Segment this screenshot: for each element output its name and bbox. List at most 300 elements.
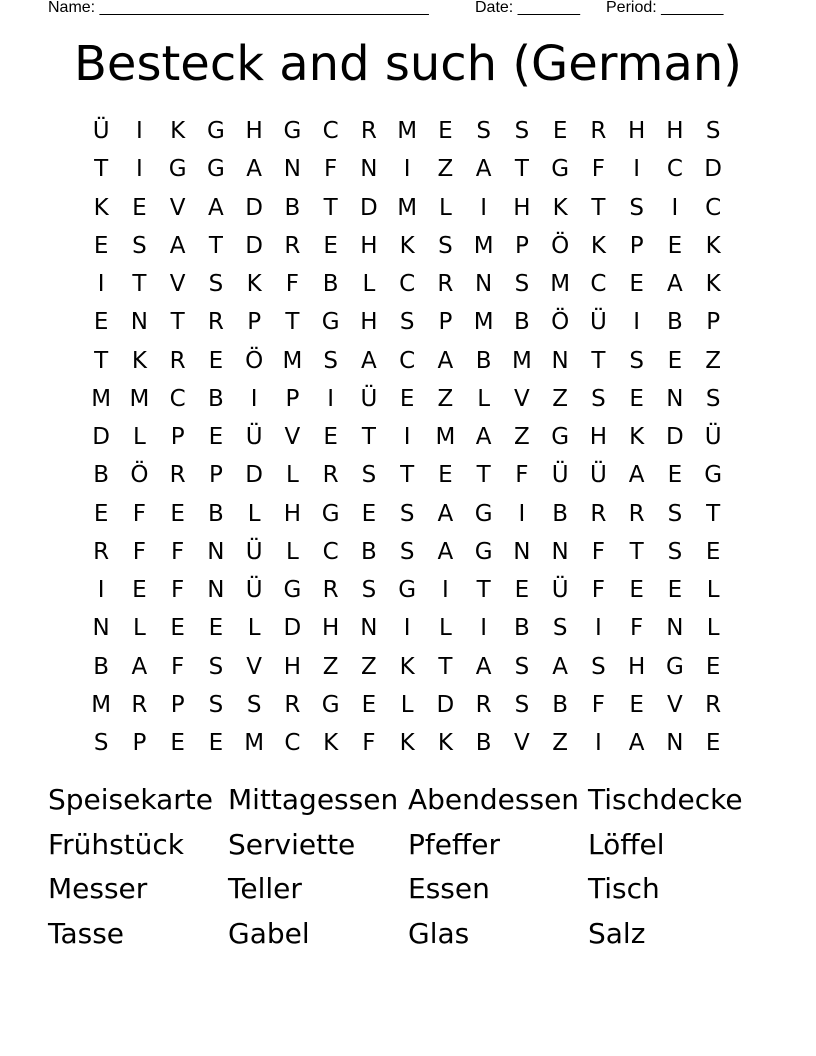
grid-letter: C (590, 271, 607, 298)
grid-letter: L (477, 385, 491, 412)
grid-letter: K (705, 232, 721, 259)
grid-letter: T (438, 653, 453, 680)
grid-letter: H (283, 653, 302, 680)
grid-letter: Ö (245, 347, 264, 374)
grid-letter: S (629, 194, 644, 221)
grid-letter: M (129, 385, 150, 412)
grid-letter: L (285, 462, 299, 489)
grid-letter: S (399, 538, 415, 565)
grid-letter: M (397, 118, 418, 145)
grid-letter: I (250, 385, 258, 412)
grid-letter: T (591, 194, 606, 221)
grid-letter: R (705, 691, 722, 718)
grid-letter: I (135, 118, 143, 145)
grid-letter: P (706, 309, 721, 336)
grid-letter: I (633, 156, 641, 183)
grid-letter: I (480, 194, 488, 221)
grid-letter: Ö (551, 309, 570, 336)
grid-letter: M (91, 385, 112, 412)
grid-letter: I (480, 615, 488, 642)
grid-letter: S (361, 577, 377, 604)
grid-letter: E (438, 462, 453, 489)
grid-letter: B (552, 691, 569, 718)
grid-letter: I (441, 577, 449, 604)
grid-letter: E (208, 615, 224, 642)
grid-letter: S (705, 118, 721, 145)
grid-letter: B (475, 730, 492, 757)
grid-letter: L (438, 615, 452, 642)
grid-letter: H (321, 615, 340, 642)
grid-letter: A (628, 462, 645, 489)
grid-letter: L (285, 538, 299, 565)
grid-letter: I (97, 577, 105, 604)
grid-letter: Ü (360, 385, 378, 412)
grid-letter: N (513, 538, 531, 565)
grid-letter: R (628, 500, 645, 527)
grid-letter: T (285, 309, 300, 336)
grid-letter: V (514, 730, 530, 757)
grid-letter: S (132, 232, 147, 259)
word-list-item: Serviette (228, 827, 356, 861)
grid-letter: A (667, 271, 683, 298)
grid-letter: E (667, 462, 683, 489)
grid-letter: E (208, 730, 224, 757)
grid-letter: N (130, 309, 148, 336)
grid-letter: E (93, 232, 109, 259)
grid-letter: K (323, 730, 339, 757)
grid-letter: R (284, 691, 301, 718)
grid-letter: G (398, 577, 417, 604)
grid-letter: Ü (589, 462, 607, 489)
word-list-item: Frühstück (48, 827, 184, 861)
grid-letter: S (208, 653, 224, 680)
grid-letter: B (513, 309, 530, 336)
grid-letter: P (208, 462, 223, 489)
grid-letter: M (91, 691, 112, 718)
grid-letter: T (629, 538, 644, 565)
grid-letter: B (93, 653, 110, 680)
grid-letter: H (360, 232, 378, 259)
grid-letter: K (437, 730, 453, 757)
grid-letter: T (361, 424, 376, 451)
grid-letter: I (594, 615, 602, 642)
grid-letter: L (247, 615, 261, 642)
grid-letter: E (667, 347, 683, 374)
grid-letter: S (591, 385, 606, 412)
grid-letter: H (360, 309, 378, 336)
grid-letter: E (705, 730, 721, 757)
grid-letter: G (474, 538, 493, 565)
grid-letter: F (591, 577, 605, 604)
grid-letter: G (474, 500, 493, 527)
grid-letter: H (283, 500, 302, 527)
grid-letter: K (399, 653, 415, 680)
word-list-item: Mittagessen (228, 783, 399, 816)
grid-letter: R (590, 500, 607, 527)
grid-letter: M (473, 232, 494, 259)
grid-letter: S (629, 347, 644, 374)
grid-letter: Ö (130, 462, 149, 489)
grid-letter: F (591, 538, 605, 565)
grid-letter: N (666, 615, 684, 642)
grid-letter: N (360, 615, 378, 642)
grid-letter: S (552, 615, 568, 642)
grid-letter: G (321, 500, 340, 527)
grid-letter: T (323, 194, 338, 221)
grid-letter: T (400, 462, 415, 489)
grid-letter: T (208, 232, 223, 259)
grid-letter: N (283, 156, 301, 183)
grid-letter: E (132, 577, 147, 604)
grid-letter: H (513, 194, 531, 221)
grid-letter: C (169, 385, 186, 412)
grid-letter: L (362, 271, 376, 298)
grid-letter: T (132, 271, 147, 298)
grid-letter: Ü (589, 309, 607, 336)
grid-letter: R (590, 118, 607, 145)
grid-letter: R (93, 538, 110, 565)
grid-letter: A (361, 347, 377, 374)
grid-letter: G (665, 653, 684, 680)
grid-letter: E (667, 232, 683, 259)
grid-letter: S (93, 730, 109, 757)
grid-letter: R (475, 691, 492, 718)
grid-letter: F (132, 500, 146, 527)
grid-letter: H (245, 118, 263, 145)
grid-letter: S (514, 118, 530, 145)
grid-letter: P (247, 309, 262, 336)
word-list (48, 780, 768, 958)
grid-letter: M (550, 271, 571, 298)
grid-letter: Z (705, 347, 721, 374)
grid-letter: Z (360, 653, 377, 680)
grid-letter: T (476, 577, 491, 604)
grid-letter: B (513, 615, 530, 642)
grid-letter: D (666, 424, 684, 451)
grid-letter: M (282, 347, 303, 374)
grid-letter: S (476, 118, 491, 145)
grid-letter: V (169, 271, 186, 298)
grid-letter: B (475, 347, 492, 374)
grid-letter: K (705, 271, 721, 298)
grid-letter: A (437, 538, 454, 565)
grid-letter: D (92, 424, 110, 451)
grid-letter: K (170, 118, 186, 145)
grid-letter: L (706, 577, 720, 604)
grid-letter: K (590, 232, 606, 259)
grid-letter: N (666, 385, 684, 412)
grid-letter: V (667, 691, 683, 718)
grid-letter: R (322, 462, 339, 489)
grid-letter: G (704, 462, 723, 489)
grid-letter: R (207, 309, 224, 336)
grid-letter: R (284, 232, 301, 259)
grid-letter: C (322, 538, 339, 565)
grid-letter: N (666, 730, 684, 757)
grid-letter: L (706, 615, 720, 642)
grid-letter: E (361, 691, 377, 718)
grid-letter: C (322, 118, 339, 145)
grid-letter: E (629, 577, 644, 604)
grid-letter: E (629, 385, 644, 412)
grid-letter: R (131, 691, 148, 718)
word-list-item: Glas (408, 916, 470, 950)
grid-letter: Ü (551, 462, 569, 489)
grid-letter: M (473, 309, 494, 336)
grid-letter: S (208, 691, 224, 718)
grid-letter: N (207, 538, 225, 565)
grid-letter: Ü (245, 424, 263, 451)
grid-letter: I (403, 615, 411, 642)
grid-letter: E (361, 500, 377, 527)
grid-letter: N (360, 156, 378, 183)
word-list-item: Salz (588, 916, 646, 950)
grid-letter: F (515, 462, 529, 489)
grid-letter: K (131, 347, 147, 374)
grid-letter: G (206, 156, 225, 183)
grid-letter: M (511, 347, 532, 374)
grid-letter: E (629, 691, 644, 718)
word-list-item: Löffel (588, 827, 665, 861)
grid-letter: G (168, 156, 187, 183)
grid-letter: D (245, 194, 263, 221)
grid-letter: N (475, 271, 493, 298)
word-list-item: Messer (48, 872, 148, 905)
grid-letter: I (671, 194, 679, 221)
grid-letter: T (514, 156, 529, 183)
grid-letter: B (207, 500, 224, 527)
date-field: Date: _______ (475, 0, 580, 16)
grid-letter: V (246, 653, 262, 680)
grid-letter: N (551, 347, 569, 374)
grid-letter: R (169, 347, 186, 374)
period-field: Period: _______ (606, 0, 724, 16)
grid-letter: S (399, 500, 415, 527)
grid-letter: G (283, 118, 302, 145)
grid-letter: E (208, 347, 224, 374)
grid-letter: A (208, 194, 224, 221)
grid-letter: L (247, 500, 261, 527)
grid-letter: T (476, 462, 491, 489)
grid-letter: B (284, 194, 301, 221)
grid-letter: I (518, 500, 526, 527)
grid-letter: D (360, 194, 378, 221)
header-fields (48, 0, 748, 20)
grid-letter: A (552, 653, 568, 680)
grid-letter: S (514, 271, 530, 298)
grid-letter: Z (552, 730, 568, 757)
grid-letter: E (93, 500, 109, 527)
grid-letter: G (321, 309, 340, 336)
grid-letter: D (436, 691, 455, 718)
grid-letter: E (629, 271, 644, 298)
grid-letter: F (171, 577, 185, 604)
word-list-item: Teller (228, 872, 302, 905)
grid-letter: A (437, 500, 454, 527)
grid-letter: S (438, 232, 453, 259)
grid-letter: S (667, 538, 683, 565)
grid-letter: F (362, 730, 376, 757)
grid-letter: Z (513, 424, 530, 451)
grid-letter: B (552, 500, 569, 527)
grid-letter: N (92, 615, 110, 642)
grid-letter: C (705, 194, 722, 221)
grid-letter: F (630, 615, 644, 642)
grid-letter: T (94, 156, 109, 183)
grid-letter: E (170, 730, 185, 757)
grid-letter: S (591, 653, 606, 680)
grid-letter: E (323, 424, 338, 451)
grid-letter: P (438, 309, 453, 336)
grid-letter: K (552, 194, 568, 221)
grid-letter: B (93, 462, 110, 489)
grid-letter: P (132, 730, 147, 757)
grid-letter: P (285, 385, 300, 412)
grid-letter: P (514, 232, 529, 259)
grid-letter: S (399, 309, 415, 336)
grid-letter: Ü (92, 118, 110, 145)
grid-letter: Z (322, 653, 339, 680)
grid-letter: A (169, 232, 186, 259)
grid-letter: A (131, 653, 148, 680)
grid-letter: S (705, 385, 721, 412)
grid-letter: B (207, 385, 224, 412)
grid-letter: G (206, 118, 225, 145)
grid-letter: K (246, 271, 262, 298)
grid-letter: I (633, 309, 641, 336)
grid-letter: C (399, 271, 416, 298)
grid-letter: C (284, 730, 301, 757)
word-list-item: Gabel (228, 916, 310, 950)
grid-letter: A (437, 347, 454, 374)
word-list-item: Tasse (48, 916, 125, 950)
word-list-item: Abendessen (408, 783, 580, 816)
grid-letter: F (324, 156, 338, 183)
grid-letter: L (400, 691, 414, 718)
grid-letter: L (132, 615, 146, 642)
grid-letter: Ö (551, 232, 570, 259)
grid-letter: B (360, 538, 377, 565)
grid-letter: Ü (704, 424, 722, 451)
grid-letter: F (171, 653, 185, 680)
word-list-item: Tischdecke (588, 783, 743, 816)
grid-letter: K (629, 424, 645, 451)
grid-letter: G (321, 691, 340, 718)
grid-letter: P (629, 232, 644, 259)
grid-letter: A (246, 156, 262, 183)
grid-letter: Z (437, 385, 454, 412)
grid-letter: S (667, 500, 683, 527)
grid-letter: T (591, 347, 606, 374)
grid-letter: V (284, 424, 301, 451)
grid-letter: D (245, 462, 263, 489)
grid-letter: V (514, 385, 530, 412)
grid-letter: B (666, 309, 683, 336)
grid-letter: I (327, 385, 335, 412)
grid-letter: E (170, 615, 185, 642)
name-field: Name: _____________________________________ (48, 0, 429, 16)
grid-letter: I (403, 424, 411, 451)
grid-letter: A (475, 156, 492, 183)
grid-letter: T (170, 309, 185, 336)
grid-letter: E (514, 577, 530, 604)
grid-letter: S (361, 462, 377, 489)
grid-letter: G (283, 577, 302, 604)
grid-letter: S (208, 271, 224, 298)
grid-letter: S (246, 691, 262, 718)
grid-letter: E (552, 118, 568, 145)
grid-letter: A (475, 424, 492, 451)
grid-letter: F (132, 538, 146, 565)
grid-letter: H (627, 118, 646, 145)
grid-letter: C (666, 156, 683, 183)
grid-letter: S (514, 691, 530, 718)
word-list-item: Tisch (588, 872, 660, 905)
grid-letter: H (627, 653, 646, 680)
grid-letter: I (403, 156, 411, 183)
grid-letter: Z (552, 385, 568, 412)
grid-letter: N (551, 538, 569, 565)
grid-letter: I (97, 271, 105, 298)
grid-letter: E (399, 385, 415, 412)
grid-letter: G (551, 156, 570, 183)
grid-letter: E (208, 424, 224, 451)
grid-letter: V (169, 194, 186, 221)
grid-letter: R (360, 118, 377, 145)
grid-letter: R (169, 462, 186, 489)
word-list-item: Pfeffer (408, 827, 500, 861)
grid-letter: L (438, 194, 452, 221)
grid-letter: I (135, 156, 143, 183)
grid-letter: F (591, 691, 605, 718)
grid-letter: E (132, 194, 147, 221)
grid-letter: R (322, 577, 339, 604)
grid-letter: S (514, 653, 530, 680)
grid-letter: T (94, 347, 109, 374)
grid-letter: F (285, 271, 299, 298)
grid-letter: Ü (551, 577, 569, 604)
word-list-item: Speisekarte (48, 783, 213, 816)
grid-letter: R (437, 271, 454, 298)
grid-letter: K (93, 194, 109, 221)
word-list-item: Essen (408, 872, 490, 905)
grid-letter: K (399, 232, 415, 259)
grid-letter: E (170, 500, 185, 527)
grid-letter: M (435, 424, 456, 451)
grid-letter: C (399, 347, 416, 374)
grid-letter: H (589, 424, 608, 451)
grid-letter: H (666, 118, 684, 145)
grid-letter: T (706, 500, 721, 527)
grid-letter: M (244, 730, 265, 757)
grid-letter: P (170, 691, 185, 718)
grid-letter: E (705, 653, 721, 680)
grid-letter: E (667, 577, 683, 604)
grid-letter: I (594, 730, 602, 757)
grid-letter: L (132, 424, 146, 451)
grid-letter: Z (437, 156, 454, 183)
grid-letter: N (207, 577, 225, 604)
grid-letter: S (323, 347, 338, 374)
grid-letter: Ü (245, 577, 263, 604)
grid-letter: A (628, 730, 645, 757)
page-title: Besteck and such (German) (74, 36, 742, 92)
grid-letter: B (322, 271, 339, 298)
grid-letter: F (591, 156, 605, 183)
grid-letter: D (245, 232, 263, 259)
grid-letter: E (705, 538, 721, 565)
grid-letter: F (171, 538, 185, 565)
